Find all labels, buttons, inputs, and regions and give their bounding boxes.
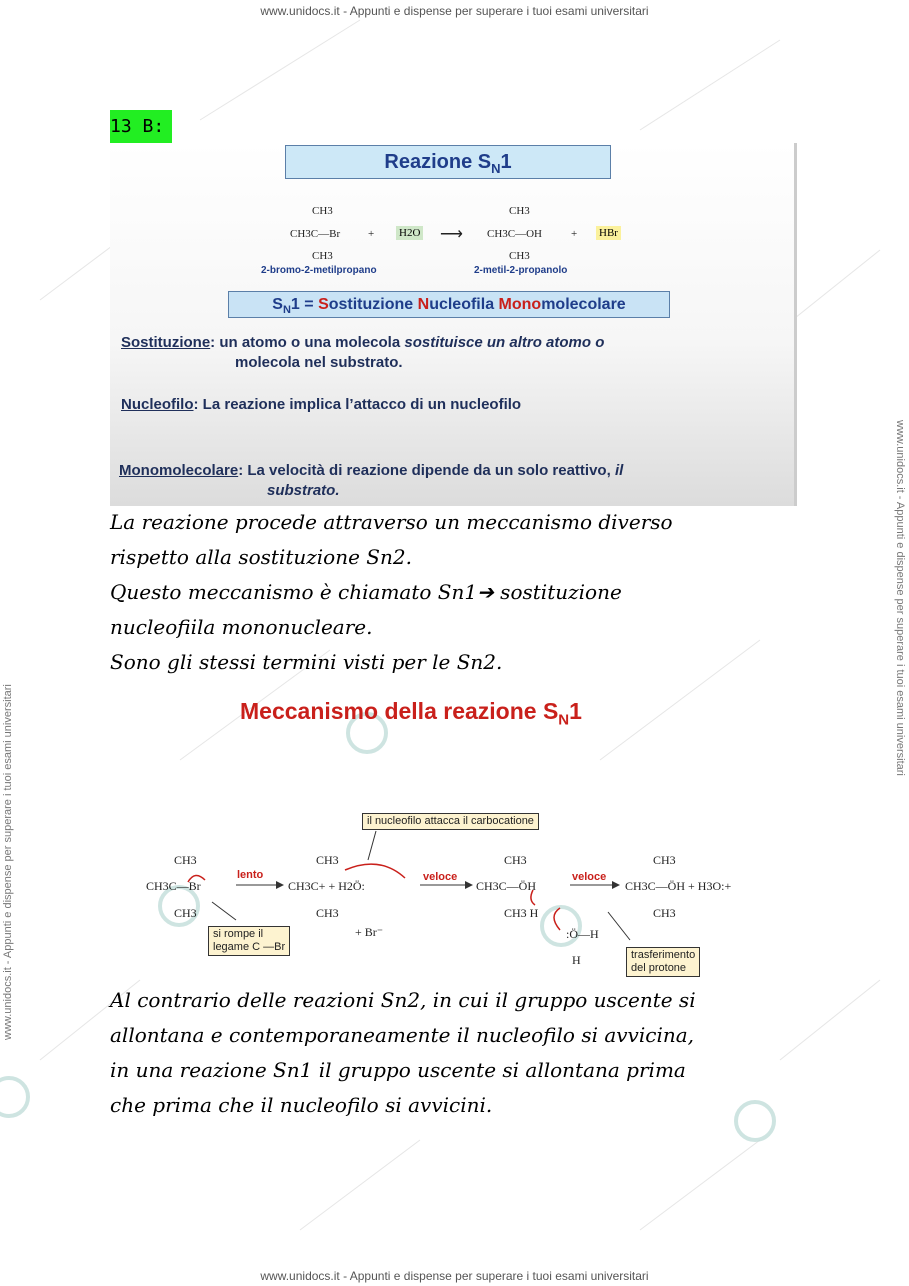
reactant-ch3-bottom: CH3 bbox=[312, 250, 333, 262]
product-name: 2-metil-2-propanolo bbox=[474, 265, 568, 276]
reactant-ch3-top: CH3 bbox=[312, 205, 333, 217]
mech-step3-h: H bbox=[572, 953, 581, 967]
watermark-bottom: www.unidocs.it - Appunti e dispense per superare i tuoi esami universitari bbox=[260, 1269, 649, 1283]
mech-step4: CH3C—ÖH + H3O:+ bbox=[625, 879, 732, 893]
definition-sostituzione: Sostituzione: un atomo o una molecola sostituisce un altro atomo o molecola nel substrato. bbox=[121, 334, 605, 371]
definition-box: $S_N1$ = Sostituzione Nucleofila Monomolecolare bbox=[228, 291, 670, 318]
mech-step2: CH3C+ + H2Ö: bbox=[288, 879, 365, 893]
arrow-label-veloce-2: veloce bbox=[572, 871, 607, 883]
bromide-ion: + Br⁻ bbox=[355, 925, 384, 939]
definition-nucleofilo: Nucleofilo: La reazione implica l’attacco di un nucleofilo bbox=[121, 396, 522, 413]
hbr-box: HBr bbox=[596, 226, 621, 240]
mech-step1-top: CH3 bbox=[174, 853, 197, 867]
product-ch3-bottom: CH3 bbox=[509, 250, 530, 262]
product-ch3-top: CH3 bbox=[509, 205, 530, 217]
definition-monomolecolare: Monomolecolare: La velocità di reazione dipende da un solo reattivo, il substrato. bbox=[119, 462, 624, 499]
reactant-formula: CH3C—Br bbox=[290, 228, 341, 240]
mech-step3-water: :Ö—H bbox=[566, 927, 599, 941]
callout-nucleophile-attack: il nucleofilo attacca il carbocatione bbox=[362, 813, 539, 830]
callout-proton-transfer: trasferimento del protone bbox=[626, 947, 700, 977]
notes-paragraph-1: La reazione procede attraverso un meccanismo diverso rispetto alla sostituzione Sn2. Questo meccanismo è chiamato Sn1➔ sostituzione nucleofiila mononucleare. Sono gli stessi termini visti per le Sn2. bbox=[110, 510, 673, 674]
reaction-arrow: ⟶ bbox=[440, 226, 463, 243]
mech-step3: CH3C—ÖH bbox=[476, 879, 537, 893]
watermark-left: www.unidocs.it - Appunti e dispense per superare i tuoi esami universitari bbox=[2, 684, 14, 1040]
callout-bond-break: si rompe il legame C —Br bbox=[208, 926, 290, 956]
watermark-right: www.unidocs.it - Appunti e dispense per superare i tuoi esami universitari bbox=[894, 420, 906, 776]
mech-step4-top: CH3 bbox=[653, 853, 676, 867]
notes-paragraph-2: Al contrario delle reazioni Sn2, in cui il gruppo uscente si allontana e contemporaneamente il nucleofilo si avvicina, in una reazione Sn1 il gruppo uscente si allontana prima che prima che il nucleofilo si avvicini. bbox=[110, 988, 696, 1117]
plus-sign: + bbox=[368, 228, 375, 240]
arrow-label-veloce-1: veloce bbox=[423, 871, 458, 883]
section-tag: 13 B: bbox=[110, 110, 172, 143]
mech-step3-bottom: CH3 H bbox=[504, 906, 539, 920]
watermark-top: www.unidocs.it - Appunti e dispense per superare i tuoi esami universitari bbox=[260, 4, 649, 18]
mechanism-title: Meccanismo della reazione $S_N1$ bbox=[240, 698, 582, 729]
product-formula: CH3C—OH bbox=[487, 228, 543, 240]
mech-step1-bottom: CH3 bbox=[174, 906, 197, 920]
water-box: H2O bbox=[396, 226, 423, 240]
mech-step3-top: CH3 bbox=[504, 853, 527, 867]
mech-step4-bottom: CH3 bbox=[653, 906, 676, 920]
mech-step2-bottom: CH3 bbox=[316, 906, 339, 920]
mech-step1: CH3C—Br bbox=[146, 879, 201, 893]
mech-step2-top: CH3 bbox=[316, 853, 339, 867]
arrow-label-lento: lento bbox=[237, 869, 264, 881]
reactant-name: 2-bromo-2-metilpropano bbox=[261, 265, 377, 276]
plus-sign: + bbox=[571, 228, 578, 240]
slide-title: Reazione $S_N1$ bbox=[285, 145, 611, 179]
